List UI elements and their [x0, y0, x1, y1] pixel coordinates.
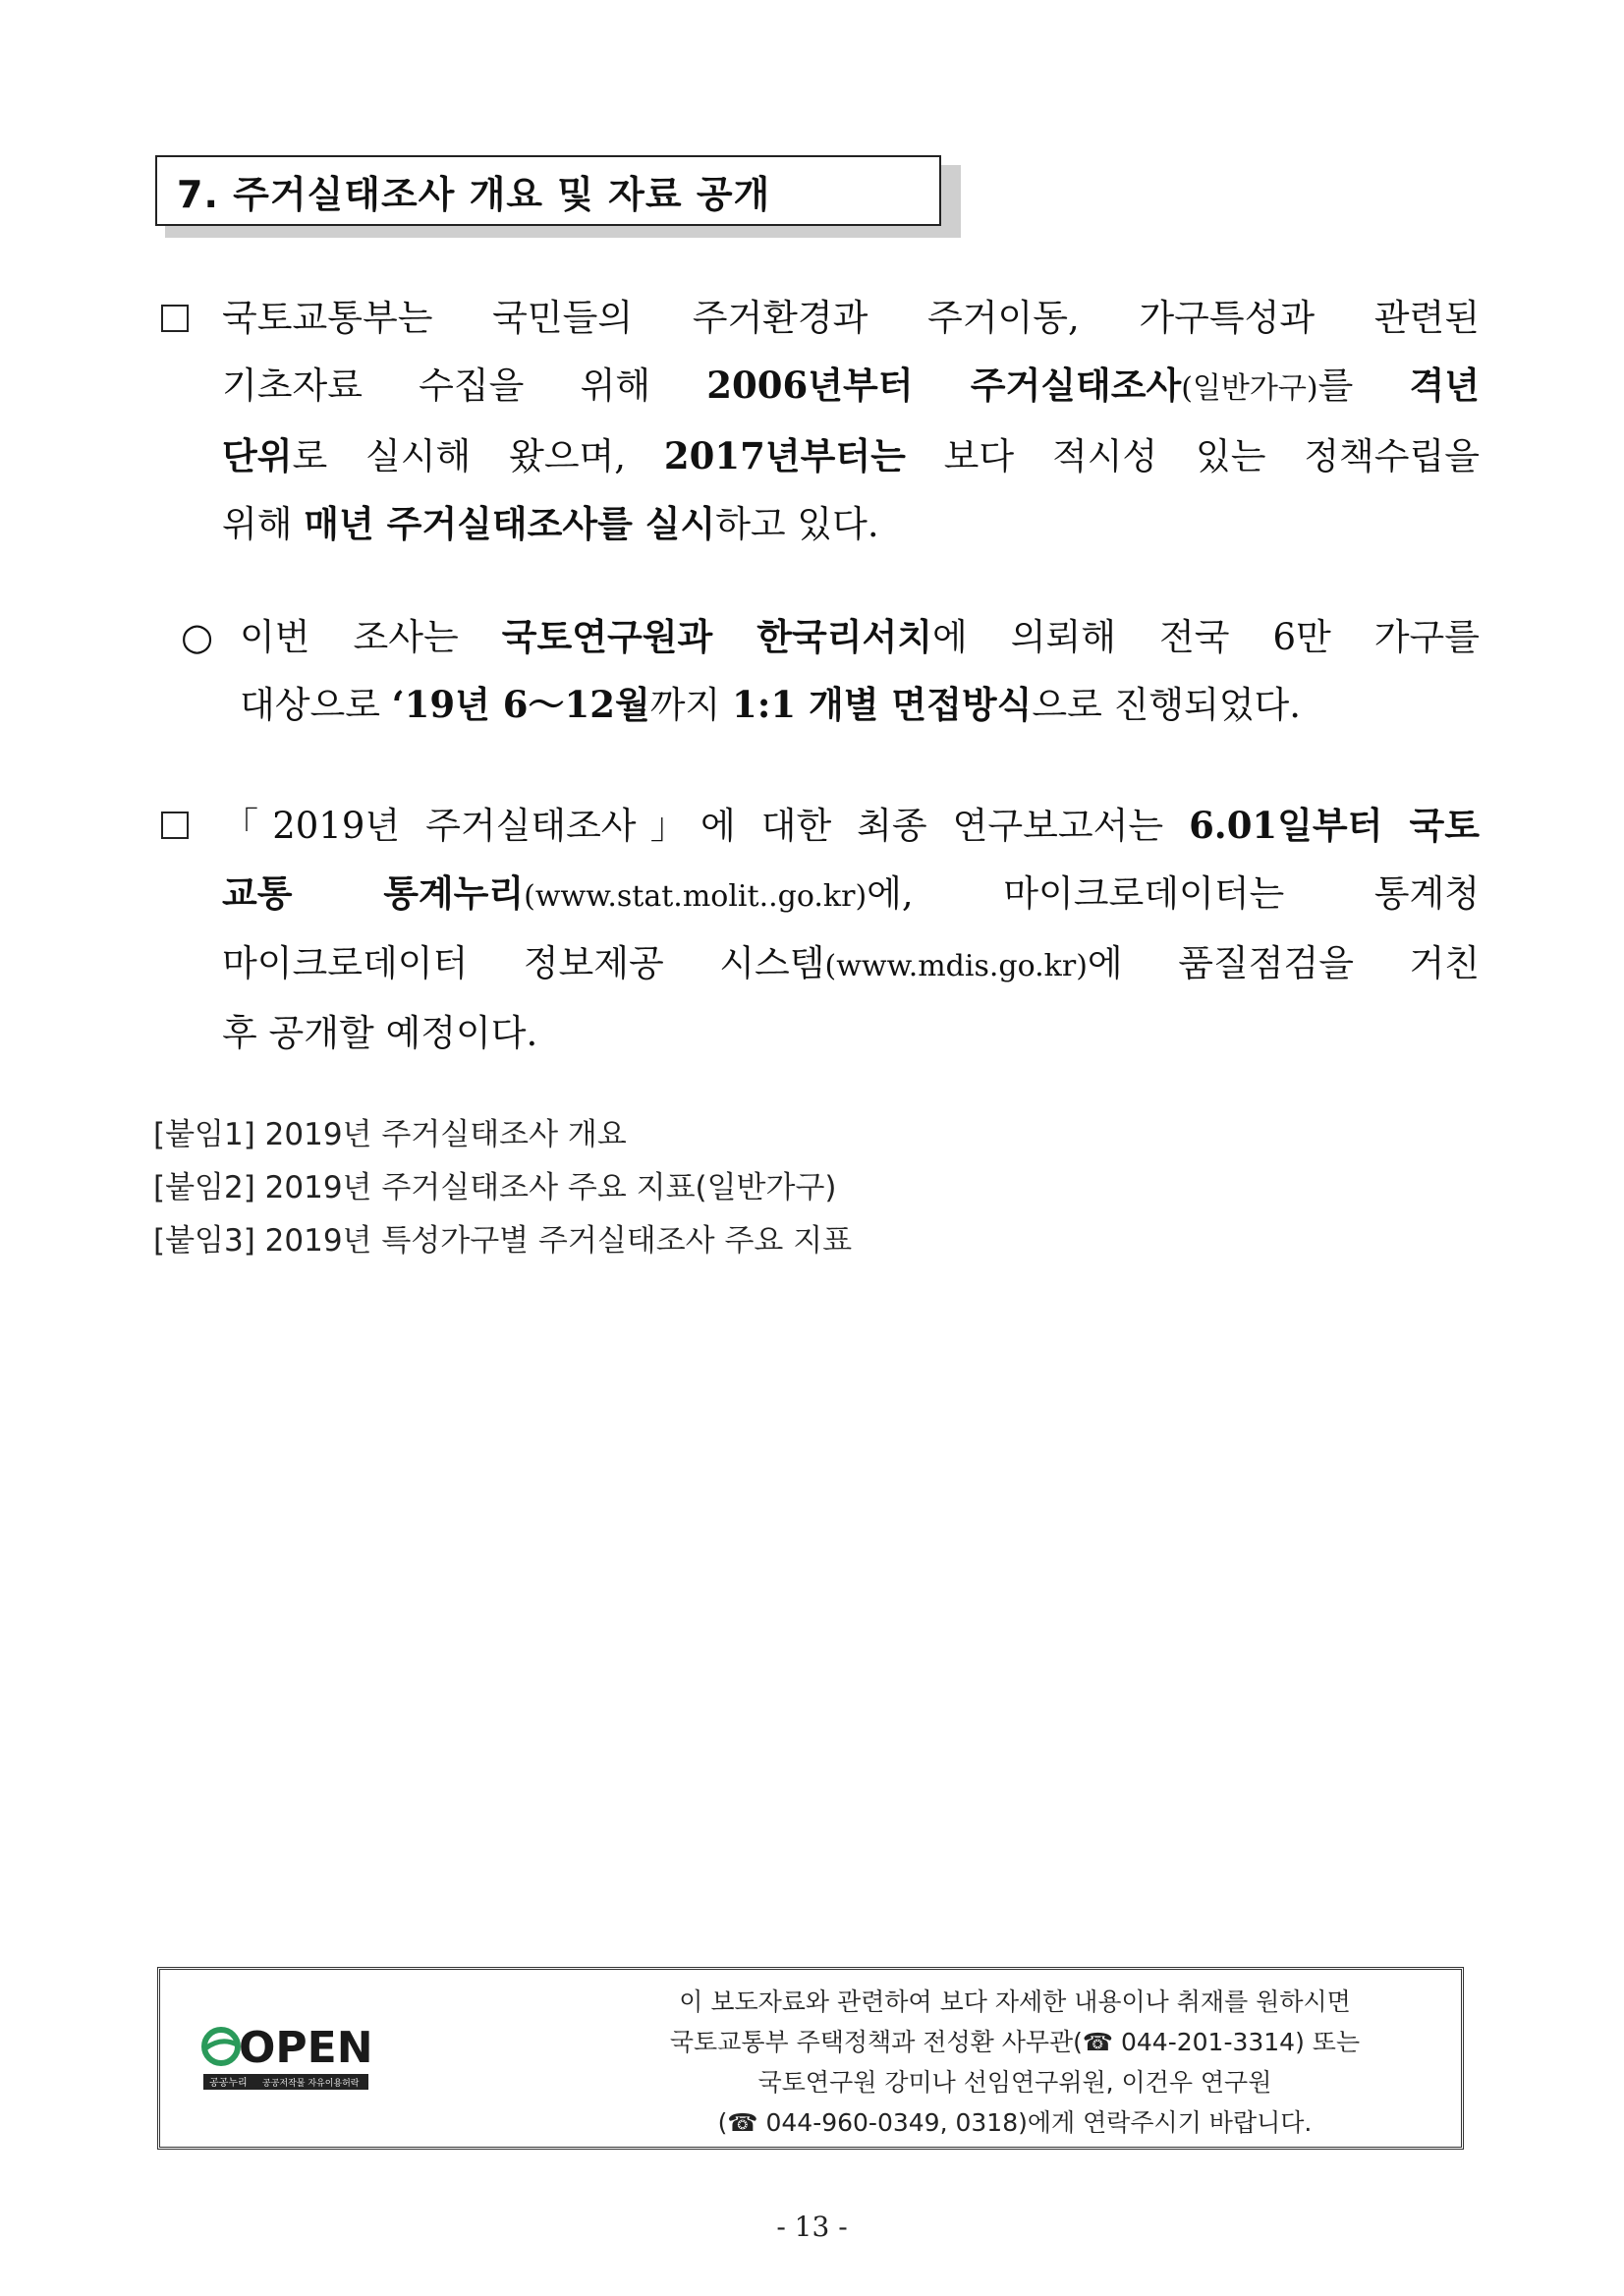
- section-title-box: [155, 155, 941, 226]
- contact-info-box: [157, 1967, 1464, 2150]
- p3-url: (www.stat.molit..go.kr): [524, 879, 868, 914]
- p1-text: 를: [1317, 364, 1410, 407]
- contact-line: 국토연구원 강미나 선임연구위원, 이건우 연구원: [757, 2068, 1272, 2097]
- logo-subtext: 공공누리: [209, 2078, 248, 2089]
- p1-bold: 2017년부터는: [663, 434, 906, 477]
- p1-bold: 격년: [1409, 364, 1480, 407]
- circle-bullet-icon: ○: [181, 615, 214, 658]
- p2-bold: 국토연구원과 한국리서치: [501, 615, 933, 658]
- p3-line-1: [222, 792, 1480, 860]
- contact-line: 국토교통부 주택정책과 전성환 사무관(☎ 044-201-3314) 또는: [669, 2028, 1361, 2056]
- attachment-list: [153, 1108, 852, 1267]
- p2-bold: ‘19년 6～12월: [391, 683, 650, 726]
- p1-bold: 단위: [222, 434, 293, 477]
- section-title: 7. 주거실태조사 개요 및 자료 공개: [177, 172, 771, 216]
- p1-text: 로 실시해 왔으며,: [292, 435, 664, 477]
- logo-text: OPEN: [239, 2023, 373, 2073]
- square-bullet-icon: [161, 305, 189, 332]
- paragraph-3: [222, 792, 1480, 1067]
- p1-line-2: [222, 352, 1480, 422]
- p1-line-4: [222, 490, 1480, 558]
- p3-line-3: [222, 930, 1480, 1000]
- p1-bold: 매년 주거실태조사를 실시: [304, 502, 716, 545]
- p2-text: 에 의뢰해 전국 6만 가구를: [932, 616, 1481, 658]
- p2-line-1: [240, 603, 1480, 671]
- p2-text: 대상으로: [240, 684, 392, 726]
- p1-small: (일반가구): [1181, 371, 1318, 406]
- p3-line-2: [222, 860, 1480, 930]
- p3-text: 「2019년 주거실태조사」에 대한 최종 연구보고서는: [222, 805, 1190, 847]
- paragraph-2: [240, 603, 1480, 739]
- logo-subtext: 공공저작물 자유이용허락: [262, 2079, 360, 2089]
- paragraph-1: [222, 285, 1480, 558]
- p2-line-2: [240, 671, 1480, 739]
- square-bullet-icon: [161, 812, 189, 839]
- contact-line: 이 보도자료와 관련하여 보다 자세한 내용이나 취재를 원하시면: [679, 1988, 1351, 2016]
- page-number: - 13 -: [776, 2211, 848, 2243]
- attachment-item: [붙임2] 2019년 주거실태조사 주요 지표(일반가구): [153, 1170, 837, 1205]
- p1-bold: 2006년부터 주거실태조사: [706, 364, 1182, 407]
- p3-line-4: 후 공개할 예정이다.: [222, 1012, 538, 1054]
- p3-text: 마이크로데이터 정보제공 시스템: [222, 942, 825, 984]
- p2-bold: 1:1 개별 면접방식: [731, 683, 1033, 726]
- p1-text: 기초자료 수집을 위해: [222, 364, 707, 407]
- p1-line-3: [222, 422, 1480, 490]
- p1-line-1: 국토교통부는 국민들의 주거환경과 주거이동, 가구특성과 관련된: [222, 297, 1480, 339]
- p1-text: 하고 있다.: [715, 503, 879, 545]
- p3-text: 에, 마이크로데이터는 통계청: [867, 872, 1480, 915]
- p1-text: 위해: [222, 503, 305, 545]
- p3-url: (www.mdis.go.kr): [824, 949, 1088, 983]
- attachment-item: [붙임1] 2019년 주거실태조사 개요: [153, 1117, 627, 1152]
- p2-text: 으로 진행되었다.: [1032, 684, 1302, 726]
- p3-bold: 6.01일부터 국토: [1189, 804, 1480, 847]
- p2-text: 까지: [649, 684, 732, 726]
- contact-text: [592, 1982, 1437, 2143]
- attachment-item: [붙임3] 2019년 특성가구별 주거실태조사 주요 지표: [153, 1223, 853, 1259]
- contact-line: (☎ 044-960-0349, 0318)에게 연락주시기 바랍니다.: [717, 2108, 1313, 2137]
- open-license-logo: [199, 2015, 376, 2098]
- p3-bold: 교통 통계누리: [222, 871, 525, 915]
- p3-text: 에 품질점검을 거친: [1087, 942, 1480, 984]
- p2-text: 이번 조사는: [240, 616, 502, 658]
- p1-text: 보다 적시성 있는 정책수립을: [905, 435, 1480, 477]
